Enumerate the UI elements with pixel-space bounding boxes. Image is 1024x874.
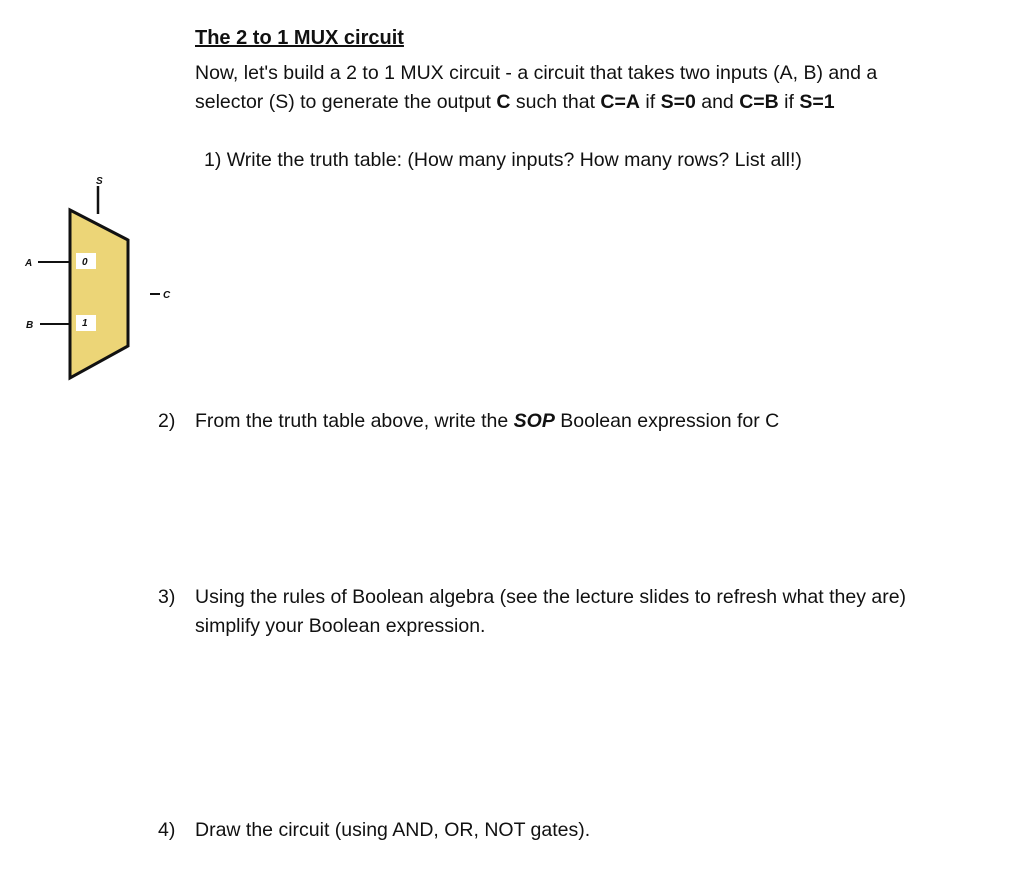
question-2-text: Boolean expression for C (554, 410, 780, 432)
intro-text: if (639, 91, 661, 113)
intro-line-1: Now, let's build a 2 to 1 MUX circuit - a circuit that takes two inputs (A, B) and a (195, 62, 878, 84)
question-2-text: From the truth table above, write the (195, 410, 514, 432)
question-1: 1) Write the truth table: (How many inputs? How many rows? List all!) (204, 149, 802, 171)
intro-text: such that (510, 91, 601, 113)
input-1-label: 1 (82, 318, 88, 329)
intro-bold-s1: S=1 (799, 91, 835, 113)
intro-text: if (778, 91, 800, 113)
input-b-label: B (26, 320, 34, 331)
output-c-label: C (163, 290, 171, 301)
intro-bold-c: C (496, 91, 511, 113)
question-4-number: 4) (158, 819, 176, 841)
question-3-line-1: Using the rules of Boolean algebra (see the lecture slides to refresh what they are) (195, 586, 907, 608)
question-2 (195, 410, 779, 433)
selector-label: S (96, 176, 103, 187)
intro-bold-s0: S=0 (660, 91, 696, 113)
question-2-sop: SOP (513, 410, 555, 432)
question-4: Draw the circuit (using AND, OR, NOT gates). (195, 819, 591, 841)
mux-body (70, 210, 128, 378)
intro-bold-ca: C=A (600, 91, 640, 113)
question-3-line-2: simplify your Boolean expression. (195, 615, 486, 637)
intro-text: and (695, 91, 740, 113)
question-2-number: 2) (158, 410, 176, 432)
question-3-number: 3) (158, 586, 176, 608)
intro-line-2 (195, 91, 835, 114)
intro-text: selector (S) to generate the output (195, 91, 497, 113)
input-a-label: A (25, 258, 33, 269)
mux-diagram (22, 168, 192, 388)
intro-bold-cb: C=B (739, 91, 779, 113)
input-0-label: 0 (82, 257, 88, 268)
page-title: The 2 to 1 MUX circuit (195, 27, 404, 49)
